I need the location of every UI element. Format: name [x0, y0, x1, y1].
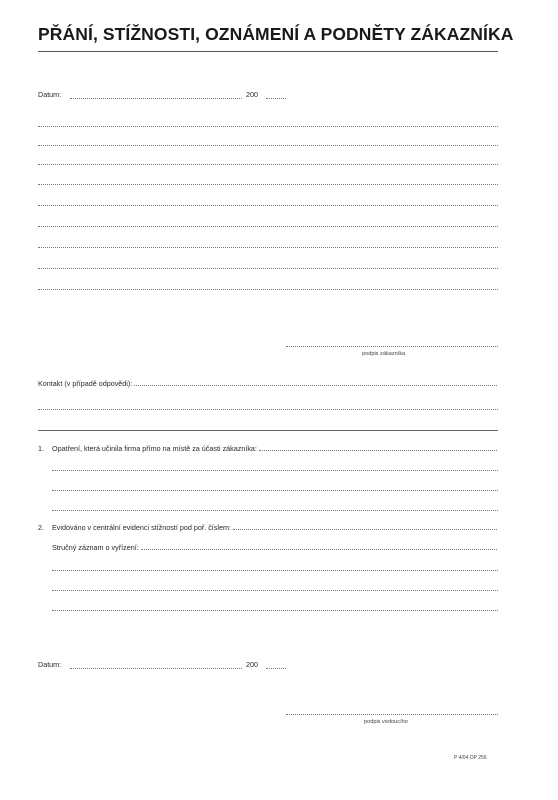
message-line[interactable] — [38, 268, 498, 269]
section2-label: Evidováno v centrální evidenci stížností pod poř. číslem: — [52, 523, 231, 532]
date-top-label: Datum: — [38, 90, 62, 99]
contact-line[interactable] — [38, 409, 498, 410]
date-bottom-year-field[interactable] — [266, 668, 286, 669]
date-top-field[interactable] — [70, 98, 242, 99]
date-top-year-field[interactable] — [266, 98, 286, 99]
form-code: P 4/04 OP 256 — [454, 755, 487, 761]
form-title: PŘÁNÍ, STÍŽNOSTI, OZNÁMENÍ A PODNĚTY ZÁKAZNÍKA — [38, 24, 514, 44]
message-line[interactable] — [38, 289, 498, 290]
manager-signature-label: podpis vedoucího — [364, 719, 408, 725]
section1-field[interactable] — [259, 450, 497, 451]
message-line[interactable] — [38, 247, 498, 248]
title-underline — [38, 51, 498, 52]
customer-signature-label: podpis zákazníka — [362, 351, 406, 357]
date-bottom-year: 200 — [246, 660, 258, 669]
date-bottom-field[interactable] — [70, 668, 242, 669]
section2-summary-field[interactable] — [141, 549, 497, 550]
section2-line[interactable] — [52, 570, 498, 571]
message-line[interactable] — [38, 145, 498, 146]
date-bottom-label: Datum: — [38, 660, 62, 669]
message-line[interactable] — [38, 184, 498, 185]
section1-label: Opatření, která učinila firma přímo na místě za účasti zákazníka: — [52, 444, 257, 453]
message-line[interactable] — [38, 126, 498, 127]
section2-number: 2. — [38, 523, 44, 532]
message-line[interactable] — [38, 164, 498, 165]
manager-signature-field[interactable] — [286, 714, 498, 715]
section2-line[interactable] — [52, 590, 498, 591]
section1-number: 1. — [38, 444, 44, 453]
section1-line[interactable] — [52, 510, 498, 511]
message-line[interactable] — [38, 205, 498, 206]
section2-summary-row — [52, 543, 498, 552]
date-top-year: 200 — [246, 90, 258, 99]
contact-field[interactable] — [134, 385, 497, 386]
section1-line[interactable] — [52, 490, 498, 491]
contact-row — [38, 379, 498, 388]
section-divider — [38, 430, 498, 431]
customer-signature-field[interactable] — [286, 346, 498, 347]
section2-number-field[interactable] — [233, 529, 497, 530]
contact-label: Kontakt (v případě odpovědi): — [38, 379, 133, 388]
section1-row — [52, 444, 498, 453]
message-line[interactable] — [38, 226, 498, 227]
section2-sublabel: Stručný záznam o vyřízení: — [52, 543, 139, 552]
section2-line[interactable] — [52, 610, 498, 611]
section2-row — [52, 523, 498, 532]
section1-line[interactable] — [52, 470, 498, 471]
